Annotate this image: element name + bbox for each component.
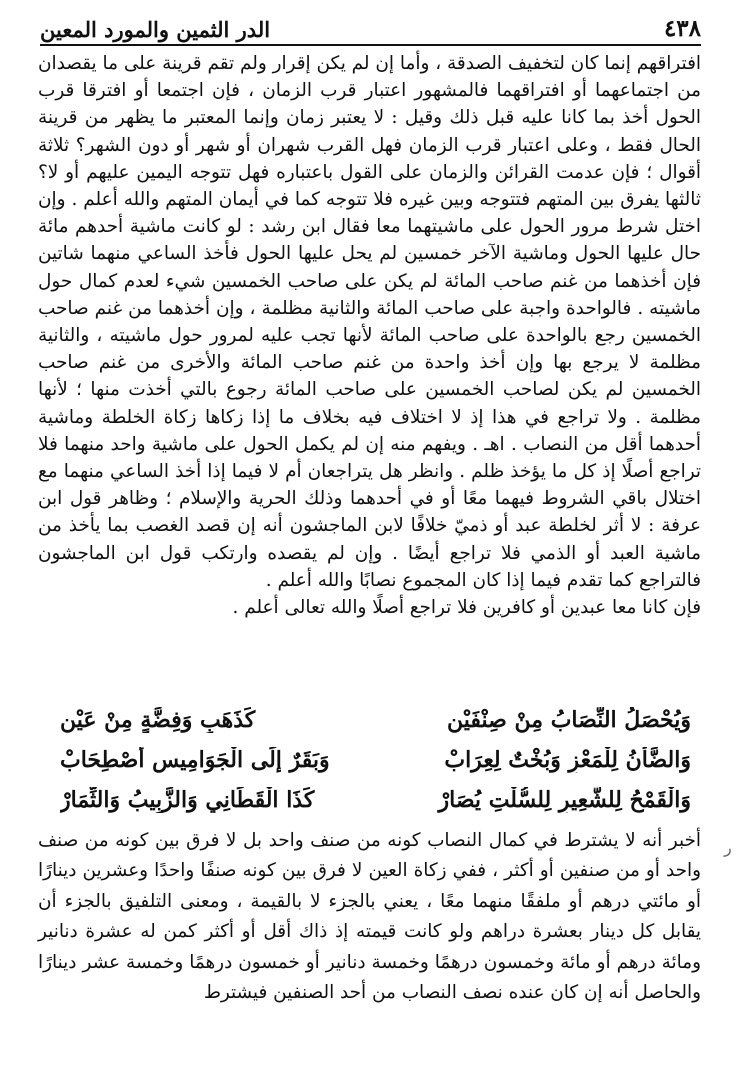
verse-hemistich: كَذَا الْقَطَانِي وَالزَّبِيبُ وَالثِّمَارْ bbox=[60, 787, 315, 813]
paragraph: افتراقهم إنما كان لتخفيف الصدقة ، وأما إن لم يكن إقرار ولم تقم قرينة على ما يقصدان من اجتماعهما أو افتراقهما فالمشهور اعتبار قرب الزمان ، فإن اجتمعا أو افترقا قرب الحول أخذ بما كانا عليه قبل ذلك وقيل : لا يعتبر زمان وإنما المعتبر ما يظهر من قرينة الحال فقط ، وعلى اعتبار قرب الزمان فهل القرب شهران أو شهر أو دون الشهر؟ ثلاثة أقوال ؛ فإن عدمت القرائن والزمان على القول باعتباره فهل تتوجه اليمين عليهم أو لا؟ ثالثها يفرق بين المتهم فتتوجه وبين غيره فلا تتوجه كما في أيمان المتهم والله أعلم . وإن اختل شرط مرور الحول على ماشيتهما معا فقال ابن رشد : لو كانت ماشية أحدهم مائة حال عليها الحول وماشية الآخر خمسين لم يحل عليها الحول فأخذ الساعي منهما شاتين فإن أخذهما من غنم صاحب المائة لم يكن على صاحب الخمسين شيء لعدم كمال حول ماشيته . فالواحدة واجبة على صاحب المائة والثانية مظلمة ، وإن أخذهما من غنم صاحب الخمسين رجع بالواحدة على صاحب المائة لأنها تجب عليه لمرور حول ماشيته ، والثانية مظلمة لا يرجع بها وإن أخذ واحدة من غنم صاحب المائة والأخرى من غنم صاحب الخمسين لم يكن لصاحب الخمسين على صاحب المائة رجوع بالتي أخذت منها ؛ لأنها مظلمة . ولا تراجع في هذا إذ لا اختلاف فيه بخلاف ما إذا زكاها زكاة الخلطة وماشية أحدهما أقل من النصاب . اهـ . ويفهم منه إن لم يكمل الحول على ماشية واحد منهما فلا تراجع أصلًا إذ كل ما يؤخذ ظلم . وانظر هل يتراجعان أم لا فيما إذا أخذ الساعي منهما مع اختلال باقي الشروط فيهما معًا أو في أحدهما وذلك الحرية والإسلام ؛ وظاهر قول ابن عرفة : لا أثر لخلطة عبد أو ذميّ خلافًا لابن الماجشون أنه إن قصد الغصب بما يأخذ من ماشية العبد أو الذمي فلا تراجع أيضًا . وإن لم يقصده وارتكب قول ابن الماجشون فالتراجع كما تقدم فيما إذا كان المجموع نصابًا والله أعلم . bbox=[38, 53, 701, 591]
main-text bbox=[38, 50, 701, 621]
verse-hemistich: وَالْقَمْحُ لِلشَّعِيرِ لِلسُّلْتِ يُصَارْ bbox=[438, 787, 691, 813]
commentary-text bbox=[38, 826, 701, 1008]
verse-line bbox=[60, 780, 691, 820]
verse-hemistich: كَذَهَبٍ وَفِضَّةٍ مِنْ عَيْنِ bbox=[60, 707, 256, 733]
verse-block bbox=[60, 700, 691, 820]
verse-line bbox=[60, 740, 691, 780]
page-number: ٤٣٨ bbox=[663, 15, 701, 42]
book-title: الدر الثمين والمورد المعين bbox=[40, 17, 271, 42]
verse-hemistich: وَيُحْصَلُ النِّصَابُ مِنْ صِنْفَيْنِ bbox=[447, 707, 691, 733]
margin-mark: ر bbox=[724, 838, 732, 857]
verse-hemistich: وَالضَّأْنُ لِلْمَعْزِ وَبُخْتٌ لِعِرَابْ bbox=[444, 747, 691, 773]
running-head bbox=[40, 6, 701, 46]
paragraph: أخبر أنه لا يشترط في كمال النصاب كونه من صنف واحد بل لا فرق بين كونه من صنف واحد أو من صنفين أو أكثر ، ففي زكاة العين لا فرق بين كونه صنفًا واحدًا وعشرين دينارًا أو مائتي درهم أو ملفقًا منهما معًا ، يعني بالجزء لا بالقيمة ، ومعنى التلفيق بالجزء أن يقابل كل دينار بعشرة دراهم ولو كانت قيمته إذ ذاك أقل أو أكثر كمن له عشرة دنانير ومائة درهم أو مائة وخمسون درهمًا وخمسة دنانير أو خمسون درهمًا وخمسة عشر دينارًا والحاصل أنه إن كان عنده نصف النصاب من أحد الصنفين فيشترط bbox=[38, 830, 701, 1004]
paragraph: فإن كانا معا عبدين أو كافرين فلا تراجع أصلًا والله تعالى أعلم . bbox=[232, 597, 701, 619]
verse-hemistich: وَبَقَرٌ إِلَى الْجَوَامِيسِ أَصْطِحَابْ bbox=[60, 747, 330, 773]
verse-line bbox=[60, 700, 691, 740]
